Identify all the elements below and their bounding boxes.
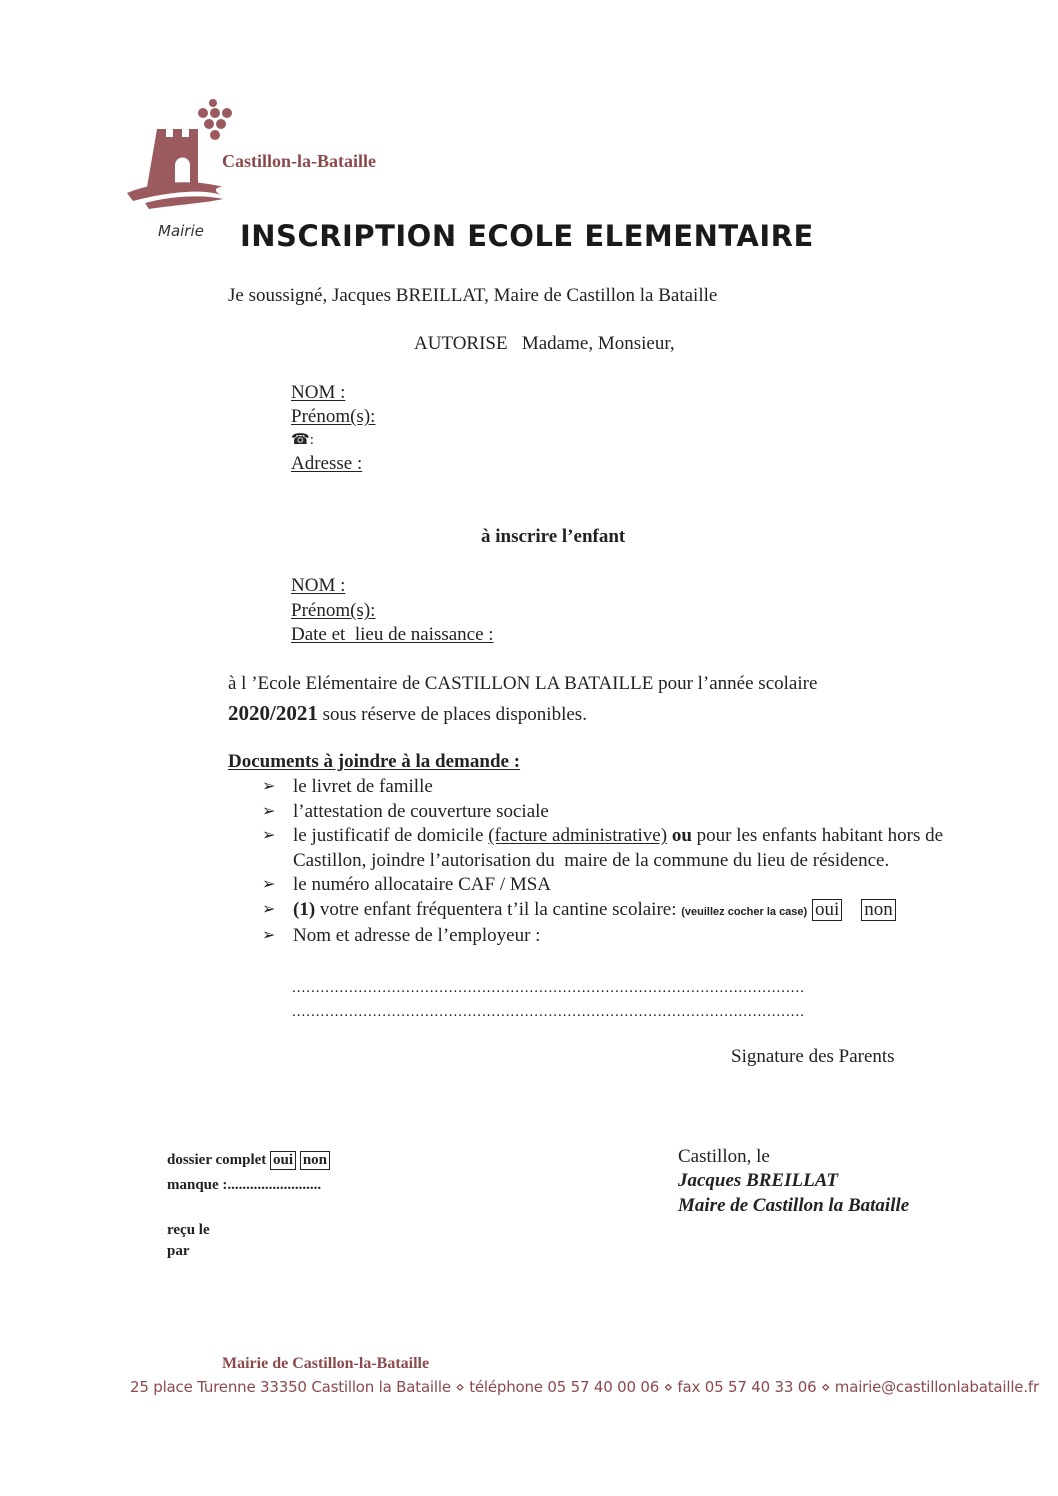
arrow-bullet-icon: ➢ <box>262 900 276 918</box>
page-title: INSCRIPTION ECOLE ELEMENTAIRE <box>240 219 814 253</box>
manque-label: manque :......................... <box>167 1177 322 1193</box>
town-name: Castillon-la-Bataille <box>222 151 376 171</box>
authorization-line: AUTORISE Madame, Monsieur, <box>414 333 675 354</box>
parent-prenom-label: Prénom(s): <box>291 406 376 427</box>
footer-address: 25 place Turenne 33350 Castillon la Bataille ⋄ téléphone 05 57 40 00 06 ⋄ fax 05 57 40 33 06 ⋄ mairie@castillonlabataille.fr <box>130 1378 1039 1396</box>
dossier-complet-row: dossier complet oui non <box>167 1151 330 1170</box>
mayor-name: Jacques BREILLAT <box>678 1170 838 1191</box>
child-nom-label: NOM : <box>291 575 346 596</box>
child-naissance-label: Date et lieu de naissance : <box>291 624 494 645</box>
parent-adresse-label: Adresse : <box>291 453 363 474</box>
arrow-bullet-icon: ➢ <box>262 827 276 844</box>
arrow-bullet-icon: ➢ <box>262 876 276 893</box>
arrow-bullet-icon: ➢ <box>262 778 276 795</box>
mairie-label: Mairie <box>158 222 204 240</box>
school-year: 2020/2021 <box>228 701 318 725</box>
phone-icon: ☎ <box>291 432 310 448</box>
arrow-bullet-icon: ➢ <box>262 927 276 944</box>
child-heading: à inscrire l’enfant <box>481 526 626 547</box>
list-item: ➢ (1) votre enfant fréquentera t’il la cantine scolaire: (veuillez cocher la case) oui non <box>262 898 962 925</box>
employer-line-1[interactable]: ............................................................................................................ <box>292 980 805 996</box>
par-label: par <box>167 1243 190 1259</box>
parent-phone-label: ☎: <box>291 432 314 448</box>
dossier-oui-checkbox[interactable]: oui <box>270 1151 296 1170</box>
place-date-label: Castillon, le <box>678 1146 770 1167</box>
child-prenom-label: Prénom(s): <box>291 600 376 621</box>
recu-label: reçu le <box>167 1222 210 1238</box>
cantine-oui-checkbox[interactable]: oui <box>812 899 842 921</box>
arrow-bullet-icon: ➢ <box>262 802 276 820</box>
documents-heading: Documents à joindre à la demande : <box>228 751 521 772</box>
list-item: ➢ le livret de famille <box>262 775 962 800</box>
mayor-role: Maire de Castillon la Bataille <box>678 1195 910 1216</box>
parent-nom-label: NOM : <box>291 382 346 403</box>
footer-title: Mairie de Castillon-la-Bataille <box>222 1355 430 1372</box>
dossier-non-checkbox[interactable]: non <box>300 1151 330 1170</box>
checkbox-note: (veuillez cocher la case) <box>681 905 808 918</box>
school-year-line: 2020/2021 sous réserve de places disponibles. <box>228 701 587 725</box>
list-item: ➢ l’attestation de couverture sociale <box>262 800 962 825</box>
documents-list <box>262 775 962 949</box>
employer-line-2[interactable]: ............................................................................................................ <box>292 1004 805 1020</box>
list-item: ➢ le numéro allocataire CAF / MSA <box>262 873 962 898</box>
cantine-non-checkbox[interactable]: non <box>861 899 896 921</box>
castle-icon <box>147 129 198 187</box>
parents-signature-label: Signature des Parents <box>731 1046 895 1067</box>
intro-line: Je soussigné, Jacques BREILLAT, Maire de Castillon la Bataille <box>228 285 718 306</box>
list-item: ➢ Nom et adresse de l’employeur : <box>262 924 962 949</box>
list-item: ➢ le justificatif de domicile (facture administrative) ou pour les enfants habitant hors de Castillon, joindre l’autorisation du maire de la commune du lieu de résidence. <box>262 825 948 871</box>
school-line: à l ’Ecole Elémentaire de CASTILLON LA BATAILLE pour l’année scolaire <box>228 673 818 694</box>
grapes-icon <box>198 99 232 140</box>
